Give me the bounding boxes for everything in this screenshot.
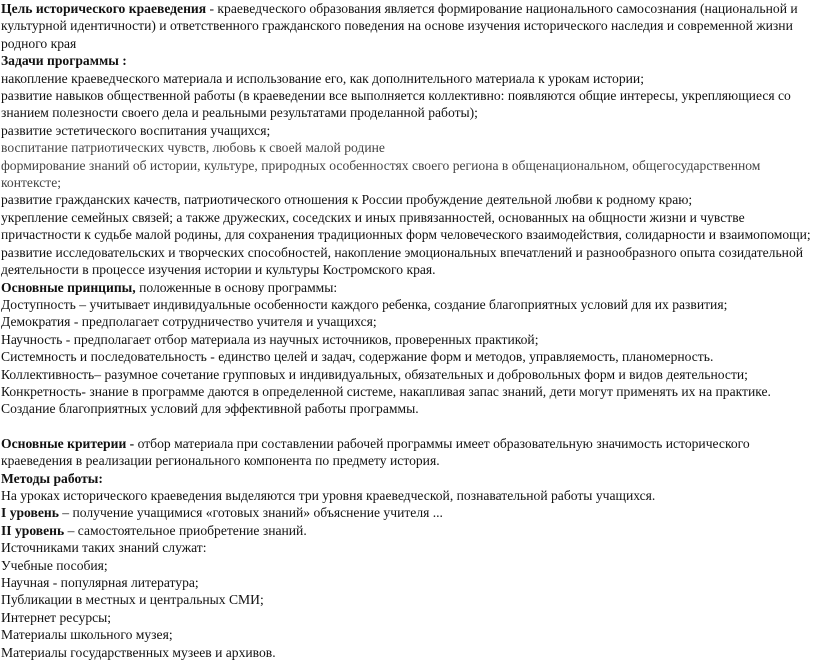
methods-heading: Методы работы:	[1, 470, 103, 486]
task-item: развитие гражданских качеств, патриотического отношения к России пробуждение деятельной любви к родному краю;	[1, 192, 693, 208]
task-item: укрепление семейных связей; а также дружеских, соседских и иных привязанностей, основанных на общности жизни и чувстве причастности к судьбе малой родины, для сохранения традиционных форм человеческого взаимодействия, солидарности и взаимопомощи;	[1, 209, 811, 243]
principle-item: Научность - предполагает отбор материала из научных источников, проверенных практикой;	[1, 331, 539, 347]
principle-item: Доступность – учитывает индивидуальные особенности каждого ребенка, создание благоприятных условий для их развития;	[1, 296, 728, 312]
principle-item: Демократия - предполагает сотрудничество учителя и учащихся;	[1, 314, 377, 330]
task-item: развитие навыков общественной работы (в краеведении все выполняется коллективно: появляются общие интересы, укрепляющиеся со знанием полезности своего дела и реальными результатами проделанной работы);	[1, 88, 791, 121]
principles-heading	[1, 279, 813, 296]
level-2-text: – самостоятельное приобретение знаний.	[64, 522, 307, 538]
task-item: развитие эстетического воспитания учащихся;	[1, 122, 271, 138]
principle-item: Системность и последовательность - единство целей и задач, содержание форм и методов, управляемость, планомерность.	[1, 349, 714, 365]
criteria-paragraph	[1, 435, 813, 470]
document-page	[1, 0, 813, 661]
principle-item: Создание благоприятных условий для эффективной работы программы.	[1, 401, 419, 417]
source-item: Публикации в местных и центральных СМИ;	[1, 592, 264, 608]
source-item: Интернет ресурсы;	[1, 609, 112, 625]
source-item: Материалы государственных музеев и архивов.	[1, 644, 276, 660]
source-item: Материалы школьного музея;	[1, 627, 173, 643]
tasks-heading: Задачи программы :	[1, 53, 127, 69]
principles-label: Основные принципы,	[1, 279, 136, 295]
task-item: развитие исследовательских и творческих способностей, накопление эмоциональных впечатлений и разнообразного опыта созидательной деятельности в процессе изучения истории и культуры Костромского края.	[1, 244, 804, 278]
level-2	[1, 522, 813, 539]
level-2-label: II уровень	[1, 522, 65, 538]
source-item: Научная - популярная литература;	[1, 575, 199, 590]
sources-intro: Источниками таких знаний служат:	[1, 540, 207, 556]
task-item: воспитание патриотических чувств, любовь к своей малой родине	[1, 140, 385, 156]
source-item: Учебные пособия;	[1, 557, 108, 573]
criteria-text: отбор материала при составлении рабочей программы имеет образовательную значимость исторического краеведения в реализации регионального компонента по предмету история.	[1, 435, 750, 469]
methods-intro: На уроках исторического краеведения выделяются три уровня краеведческой, познавательной работы учащихся.	[1, 487, 656, 503]
goal-label: Цель исторического краеведения	[1, 1, 207, 16]
principle-item: Конкретность- знание в программе даются в определенной системе, накапливая запас знаний, дети могут применять их на практике.	[1, 383, 771, 399]
level-1	[1, 504, 813, 521]
task-item: накопление краеведческого материала и использование его, как дополнительного материала к урокам истории;	[1, 70, 644, 86]
principle-item: Коллективность– разумное сочетание групповых и индивидуальных, обязательных и добровольных форм и видов деятельности;	[1, 366, 748, 382]
principles-text: положенные в основу программы:	[135, 279, 338, 295]
goal-paragraph	[1, 0, 813, 52]
blank-line	[1, 418, 813, 435]
criteria-label: Основные критерии -	[1, 435, 135, 451]
goal-text: - краеведческого образования является формирование национального самосознания (национальной и культурной идентичности) и ответственного гражданского поведения на основе изучения исторического наследия и современной жизни родного края	[1, 1, 798, 51]
level-1-text: – получение учащимися «готовых знаний» объяснение учителя ...	[58, 505, 443, 521]
task-item: формирование знаний об истории, культуре, природных особенностях своего региона в общенациональном, общегосударственном контексте;	[1, 157, 761, 191]
level-1-label: I уровень	[1, 505, 59, 521]
